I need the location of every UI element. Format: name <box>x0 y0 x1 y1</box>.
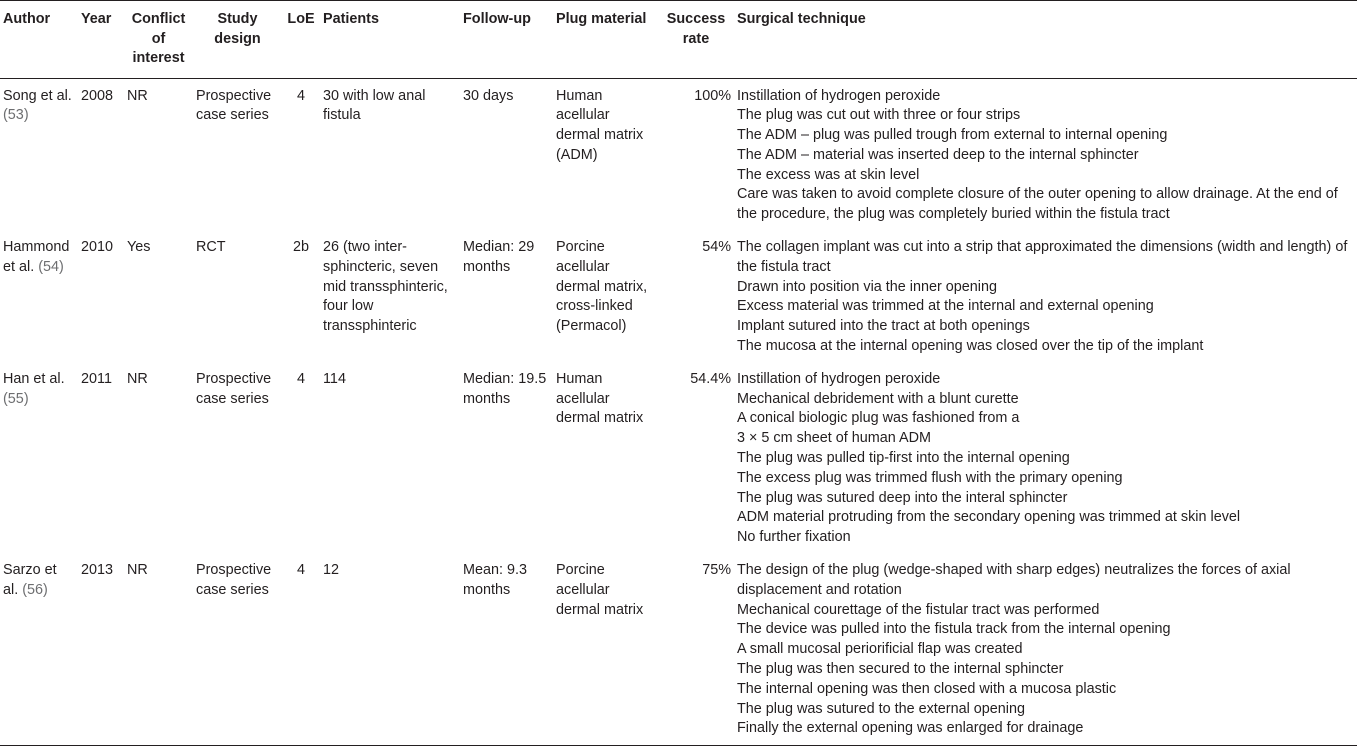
cell-success: 75% <box>658 553 734 746</box>
cell-patients: 12 <box>320 553 460 746</box>
technique-step: The ADM – material was inserted deep to the internal sphincter <box>737 146 1139 163</box>
cell-loe: 2b <box>292 239 309 256</box>
cell-year: 2011 <box>81 370 112 387</box>
technique-step: Mechanical courettage of the fistular tract was performed <box>737 601 1100 618</box>
technique-step: The plug was sutured to the external opening <box>737 700 1026 717</box>
technique-step: Mechanical debridement with a blunt curette <box>737 390 1019 407</box>
cell-material: Porcine acellular dermal matrix <box>553 553 658 746</box>
header-loe: LoE <box>282 1 320 79</box>
cell-conflict: NR <box>127 370 148 387</box>
cell-technique <box>734 553 1357 746</box>
cell-author: Sarzo et al. (56) <box>0 553 78 746</box>
cell-material: Porcine acellular dermal matrix, cross-linked (Permacol) <box>556 239 648 335</box>
cell-conflict: NR <box>127 87 148 104</box>
reference-link[interactable]: 53 <box>7 107 24 124</box>
cell-year: 2010 <box>81 239 114 256</box>
technique-step: The plug was sutured deep into the interal sphincter <box>737 489 1068 506</box>
cell-technique <box>734 362 1357 553</box>
technique-step: The device was pulled into the fistula track from the internal opening <box>737 621 1171 638</box>
cell-author: Hammond et al. (54) <box>3 239 70 275</box>
table-row <box>0 553 1357 746</box>
technique-step: The excess was at skin level <box>737 166 920 183</box>
cell-followup: Mean: 9.3 months <box>460 553 553 746</box>
author-name: Song et al. <box>3 87 72 104</box>
table-body <box>0 78 1357 746</box>
cell-technique <box>734 230 1357 362</box>
cell-success: 54.4% <box>690 370 731 387</box>
technique-step: The internal opening was then closed with a mucosa plastic <box>737 680 1117 697</box>
technique-step: Instillation of hydrogen peroxide <box>737 370 941 387</box>
technique-step: ADM material protruding from the secondary opening was trimmed at skin level <box>737 509 1241 526</box>
header-design: Study design <box>193 1 282 79</box>
cell-patients: 26 (two inter-sphincteric, seven mid transsphinteric, four low transsphinteric <box>323 239 448 335</box>
technique-step: A conical biologic plug was fashioned from a <box>737 410 1020 427</box>
technique-step: Excess material was trimmed at the internal and external opening <box>737 298 1154 315</box>
header-author: Author <box>0 1 78 79</box>
reference-link[interactable]: 56 <box>27 581 44 598</box>
technique-step: The collagen implant was cut into a strip that approximated the dimensions (width and length) of the fistula tract <box>737 239 1348 275</box>
cell-design: Prospective case series <box>196 87 272 124</box>
cell-year: 2008 <box>81 87 114 104</box>
author-name: Han et al. <box>3 370 65 387</box>
technique-step: Implant sutured into the tract at both openings <box>737 318 1030 335</box>
header-patients: Patients <box>320 1 460 79</box>
header-followup: Follow-up <box>460 1 553 79</box>
cell-patients: 30 with low anal fistula <box>323 87 426 124</box>
cell-author: Song et al. (53) <box>3 87 72 124</box>
cell-design: Prospective case series <box>193 553 282 746</box>
technique-step: Drawn into position via the inner opening <box>737 278 997 295</box>
cell-followup: Median: 19.5 months <box>463 370 547 407</box>
technique-step: The excess plug was trimmed flush with the primary opening <box>737 469 1123 486</box>
technique-step: Finally the external opening was enlarged for drainage <box>737 720 1084 737</box>
author-name: Sarzo et al. <box>3 562 57 598</box>
header-year: Year <box>78 1 124 79</box>
header-material: Plug material <box>553 1 658 79</box>
cell-loe: 4 <box>296 87 305 104</box>
cell-loe: 4 <box>282 553 320 746</box>
technique-step: No further fixation <box>737 529 851 546</box>
cell-technique <box>734 78 1357 230</box>
cell-success: 100% <box>694 87 731 104</box>
technique-step: The plug was cut out with three or four strips <box>737 107 1021 124</box>
cell-conflict: NR <box>124 553 193 746</box>
cell-followup: Median: 29 months <box>463 239 535 275</box>
cell-material: Human acellular dermal matrix (ADM) <box>556 87 644 163</box>
author-name: Hammond et al. <box>3 239 70 275</box>
header-success: Success rate <box>658 1 734 79</box>
cell-design: RCT <box>196 239 226 256</box>
table-row <box>0 78 1357 230</box>
technique-step: Instillation of hydrogen peroxide <box>737 87 941 104</box>
cell-followup: 30 days <box>463 87 514 104</box>
table-row <box>0 362 1357 553</box>
cell-conflict: Yes <box>127 239 151 256</box>
cell-material: Human acellular dermal matrix <box>556 370 644 427</box>
technique-step: Care was taken to avoid complete closure of the outer opening to allow drainage. At the end of the procedure, the plug was completely buried within the fistula tract <box>737 186 1338 223</box>
header-technique: Surgical technique <box>734 1 1357 79</box>
header-conflict: Conflict of interest <box>124 1 193 79</box>
header-row <box>0 1 1357 79</box>
cell-loe: 4 <box>296 370 305 387</box>
reference-link[interactable]: 54 <box>43 258 60 275</box>
technique-step: A small mucosal periorificial flap was created <box>737 641 1023 658</box>
technique-step: The design of the plug (wedge-shaped with sharp edges) neutralizes the forces of axial displacement and rotation <box>737 562 1291 598</box>
technique-step: The mucosa at the internal opening was closed over the tip of the implant <box>737 338 1204 355</box>
technique-step: The plug was then secured to the internal sphincter <box>737 661 1064 678</box>
technique-step: 3 × 5 cm sheet of human ADM <box>737 430 931 447</box>
technique-step: The plug was pulled tip-first into the internal opening <box>737 450 1070 467</box>
cell-design: Prospective case series <box>196 370 272 407</box>
cell-year: 2013 <box>78 553 124 746</box>
cell-patients: 114 <box>323 370 346 387</box>
cell-author: Han et al. (55) <box>3 370 65 407</box>
reference-link[interactable]: 55 <box>7 390 24 407</box>
cell-success: 54% <box>702 239 731 256</box>
technique-step: The ADM – plug was pulled trough from external to internal opening <box>737 127 1168 144</box>
table-row <box>0 230 1357 362</box>
table-header <box>0 1 1357 79</box>
